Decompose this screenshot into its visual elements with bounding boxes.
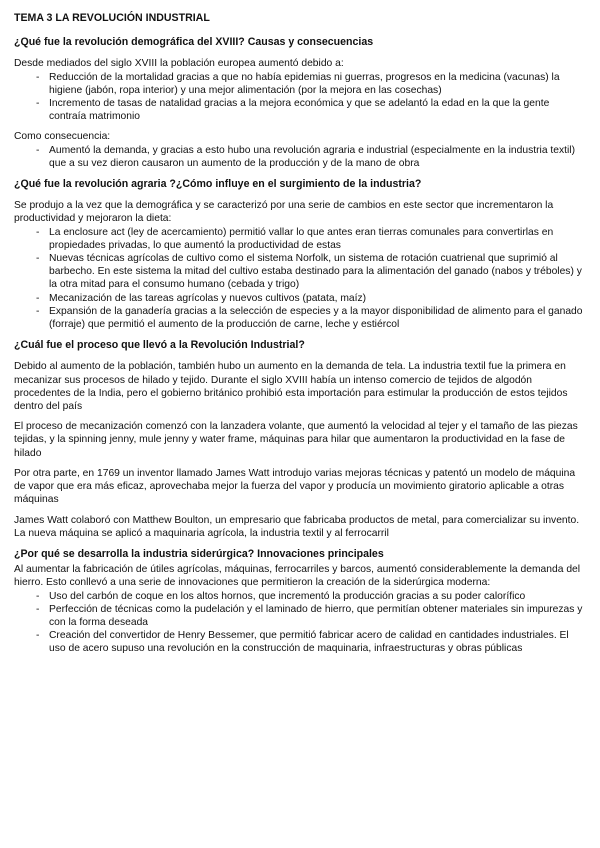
consequence-label: Como consecuencia:	[14, 131, 111, 143]
section-heading: ¿Qué fue la revolución agraria ?¿Cómo influye en el surgimiento de la industria?	[14, 178, 422, 191]
document-page	[14, 12, 586, 664]
section-industrial-process	[14, 339, 586, 540]
paragraph: James Watt colaboró con Matthew Boulton, un empresario que fabricaba productos de metal, para comercializar su invento. La nueva máquina se aplicó a maquinaria agrícola, la industria textil y al ferrocarril	[14, 514, 580, 539]
list-item: - Mecanización de las tareas agrícolas y nuevos cultivos (patata, maíz)	[36, 292, 586, 305]
list-item: - Aumentó la demanda, y gracias a esto hubo una revolución agraria e industrial (especialmente en la industria textil) que a su vez dieron causaron un aumento de la producción y de la mano de obra	[36, 144, 586, 170]
section-demographic	[14, 36, 586, 170]
list-item: - Incremento de tasas de natalidad gracias a la mejora económica y que se adelantó la edad en la que la gente contraía matrimonio	[36, 97, 586, 123]
list-item: - Perfección de técnicas como la pudelación y el laminado de hierro, que permitían obtener materiales sin impurezas y con la forma deseada	[36, 603, 586, 629]
section-iron-industry	[14, 548, 586, 656]
paragraph: Debido al aumento de la población, también hubo un aumento en la demanda de tela. La industria textil fue la primera en mecanizar sus procesos de hilado y tejido. Durante el siglo XVIII había un intenso comercio de tejidos de algodón procedentes de la India, pero el gobierno británico prohibió esta importación para estimular la producción de estos tejidos dentro del país	[14, 361, 568, 413]
paragraph: El proceso de mecanización comenzó con la lanzadera volante, que aumentó la velocidad al tejer y el tamaño de las piezas tejidas, y la spinning jenny, mule jenny y water frame, máquinas para hilar que aumentaron la productividad en la fase de hilado	[14, 421, 578, 459]
section-heading: ¿Por qué se desarrolla la industria siderúrgica? Innovaciones principales	[14, 547, 384, 560]
list-item: - Nuevas técnicas agrícolas de cultivo como el sistema Norfolk, un sistema de rotación cuatrienal que suprimió al barbecho. En este sistema la mitad del cultivo estaba destinado para la alimentación del ganado (nabos y tréboles) y la otra mitad para el consumo humano (cebada y trigo)	[36, 252, 586, 292]
list-item: - Expansión de la ganadería gracias a la selección de especies y a la mayor disponibilidad de alimento para el ganado (forraje) que permitió el aumento de la producción de carne, leche y estiércol	[36, 305, 586, 331]
section-heading: ¿Cuál fue el proceso que llevó a la Revolución Industrial?	[14, 339, 305, 352]
list-item: - Creación del convertidor de Henry Bessemer, que permitió fabricar acero de calidad en cantidades industriales. El uso de acero supuso una revolución en la construcción de maquinaria, infraestructuras y obras públicas	[36, 629, 586, 655]
section-agrarian	[14, 178, 586, 331]
section-intro: Se produjo a la vez que la demográfica y se caracterizó por una serie de cambios en este sector que incrementaron la productividad y mejoraron la dieta:	[14, 200, 554, 225]
section-intro: Desde mediados del siglo XVIII la población europea aumentó debido a:	[14, 58, 344, 70]
paragraph: Por otra parte, en 1769 un inventor llamado James Watt introdujo varias mejoras técnicas y patentó un modelo de máquina de vapor que era más eficaz, aprovechaba mejor la fuerza del vapor y producía un movimiento giratorio aplicable a otras máquinas	[14, 467, 576, 506]
section-heading: ¿Qué fue la revolución demográfica del XVIII? Causas y consecuencias	[14, 36, 374, 49]
document-title: TEMA 3 LA REVOLUCIÓN INDUSTRIAL	[14, 12, 210, 24]
bullet-list	[14, 226, 586, 332]
section-intro: Al aumentar la fabricación de útiles agrícolas, máquinas, ferrocarriles y barcos, aumentó considerablemente la demanda del hierro. Esto conllevó a una serie de innovaciones que permitieron la creación de la siderúrgica moderna:	[14, 564, 581, 589]
bullet-list	[14, 71, 586, 124]
bullet-list	[14, 144, 586, 170]
list-item: - La enclosure act (ley de acercamiento) permitió vallar lo que antes eran tierras comunales para convertirlas en propiedades privadas, lo que aumentó la productividad de estas	[36, 226, 586, 252]
list-item: - Uso del carbón de coque en los altos hornos, que incrementó la producción gracias a su poder calorífico	[36, 590, 586, 603]
list-item: - Reducción de la mortalidad gracias a que no había epidemias ni guerras, progresos en la medicina (vacunas) la higiene (jabón, ropa interior) y una mejor alimentación (por la mejora en las cosechas)	[36, 71, 586, 97]
bullet-list	[14, 590, 586, 656]
